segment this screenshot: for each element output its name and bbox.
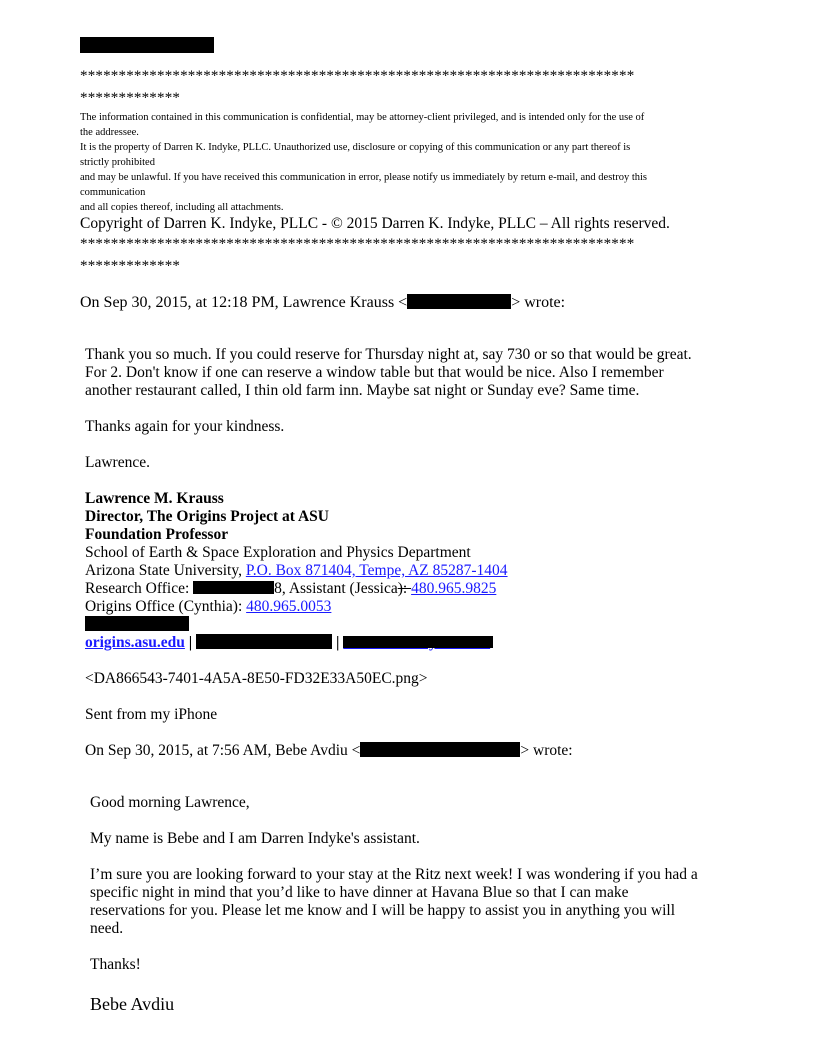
signature-title1-text: Director, The Origins Project at ASU xyxy=(85,508,329,525)
bebe-intro: My name is Bebe and I am Darren Indyke's assistant. xyxy=(90,830,420,847)
disclaimer-copyright: Copyright of Darren K. Indyke, PLLC - © 2015 Darren K. Indyke, PLLC – All rights reserved. xyxy=(80,215,670,232)
signature-links-row xyxy=(85,634,490,652)
signature-title-professor xyxy=(85,526,228,544)
reply-header-prefix: On Sep 30, 2015, at 12:18 PM, Lawrence Krauss < xyxy=(80,294,408,311)
signature-name xyxy=(85,490,224,508)
signature-title2-text: Foundation Professor xyxy=(85,526,229,543)
signature-research-office xyxy=(85,580,496,598)
disclaimer-line: The information contained in this communication is confidential, may be attorney-client privileged, and is intended only for the use of xyxy=(80,112,645,123)
krauss-message-line: another restaurant called, I thin old farm inn. Maybe sat night or Sunday eve? Same time. xyxy=(85,382,640,399)
origins-phone-link[interactable]: 480.965.0053 xyxy=(246,598,332,615)
original-header-suffix: > wrote: xyxy=(520,742,573,759)
krauss-signoff: Lawrence. xyxy=(85,454,150,471)
attachment-name: <DA866543-7401-4A5A-8E50-FD32E33A50EC.png> xyxy=(85,670,428,687)
signature-origins-office xyxy=(85,598,331,616)
bebe-message-line: I’m sure you are looking forward to your stay at the Ritz next week! I was wondering if you had a xyxy=(90,866,698,883)
bebe-signature: Bebe Avdiu xyxy=(90,994,175,1014)
disclaimer-stars-top-cont: ************* xyxy=(80,90,181,106)
signature-department: School of Earth & Space Exploration and Physics Department xyxy=(85,544,471,561)
signature-name-text: Lawrence M. Krauss xyxy=(85,490,224,507)
bebe-greeting: Good morning Lawrence, xyxy=(90,794,250,811)
signature-university xyxy=(85,562,508,580)
reply-header xyxy=(80,294,565,312)
disclaimer-line: and all copies thereof, including all attachments. xyxy=(80,202,284,213)
research-office-text: 8, Assistant (Jessica xyxy=(274,580,398,597)
disclaimer-line: and may be unlawful. If you have received this communication in error, please notify us immediately by return e-mail, and destroy this xyxy=(80,172,647,183)
redaction-bar-header xyxy=(80,37,214,53)
bebe-message-line: need. xyxy=(90,920,124,937)
assistant-phone-link[interactable]: 480.965.9825 xyxy=(411,580,497,597)
original-header xyxy=(85,742,573,760)
disclaimer-line: It is the property of Darren K. Indyke, PLLC. Unauthorized use, disclosure or copying of this communication or any part thereof is xyxy=(80,142,631,153)
link-separator: | xyxy=(184,634,197,651)
disclaimer-stars-top: ************************************************************************ xyxy=(80,68,635,84)
krauss-message-line: Thank you so much. If you could reserve for Thursday night at, say 730 or so that would be great. xyxy=(85,346,692,363)
address-link[interactable]: P.O. Box 871404, Tempe, AZ 85287-1404 xyxy=(245,562,508,579)
disclaimer-line: strictly prohibited xyxy=(80,157,155,168)
bebe-message-line: reservations for you. Please let me know and I will be happy to assist you in anything you will xyxy=(90,902,676,919)
redaction-signature-line xyxy=(85,616,189,631)
original-header-prefix: On Sep 30, 2015, at 7:56 AM, Bebe Avdiu < xyxy=(85,742,361,759)
link-separator-2: | xyxy=(332,634,344,651)
disclaimer-stars-bottom: ************************************************************************ xyxy=(80,236,635,252)
disclaimer-line: communication xyxy=(80,187,146,198)
research-office-label: Research Office: xyxy=(85,580,194,597)
origins-office-label: Origins Office (Cynthia): xyxy=(85,598,247,615)
redaction-email-bebe xyxy=(360,742,520,757)
redaction-email-krauss xyxy=(407,294,511,309)
redaction-faculty-link xyxy=(343,636,493,648)
signature-title-director xyxy=(85,508,329,526)
bebe-message-line: specific night in mind that you’d like to have dinner at Havana Blue so that I can make xyxy=(90,884,629,901)
reply-header-suffix: > wrote: xyxy=(511,294,566,311)
origins-site-link[interactable]: origins.asu.edu xyxy=(85,634,185,651)
sent-from: Sent from my iPhone xyxy=(85,706,218,723)
redaction-research-phone xyxy=(193,581,274,594)
krauss-thanks: Thanks again for your kindness. xyxy=(85,418,285,435)
research-office-struck: ): xyxy=(397,580,412,597)
disclaimer-stars-bottom-cont: ************* xyxy=(80,258,181,274)
redaction-link xyxy=(196,634,332,649)
krauss-message-line: For 2. Don't know if one can reserve a window table but that would be nice. Also I remember xyxy=(85,364,664,381)
disclaimer-line: the addressee. xyxy=(80,127,139,138)
bebe-thanks: Thanks! xyxy=(90,956,141,973)
signature-university-label: Arizona State University, xyxy=(85,562,246,579)
